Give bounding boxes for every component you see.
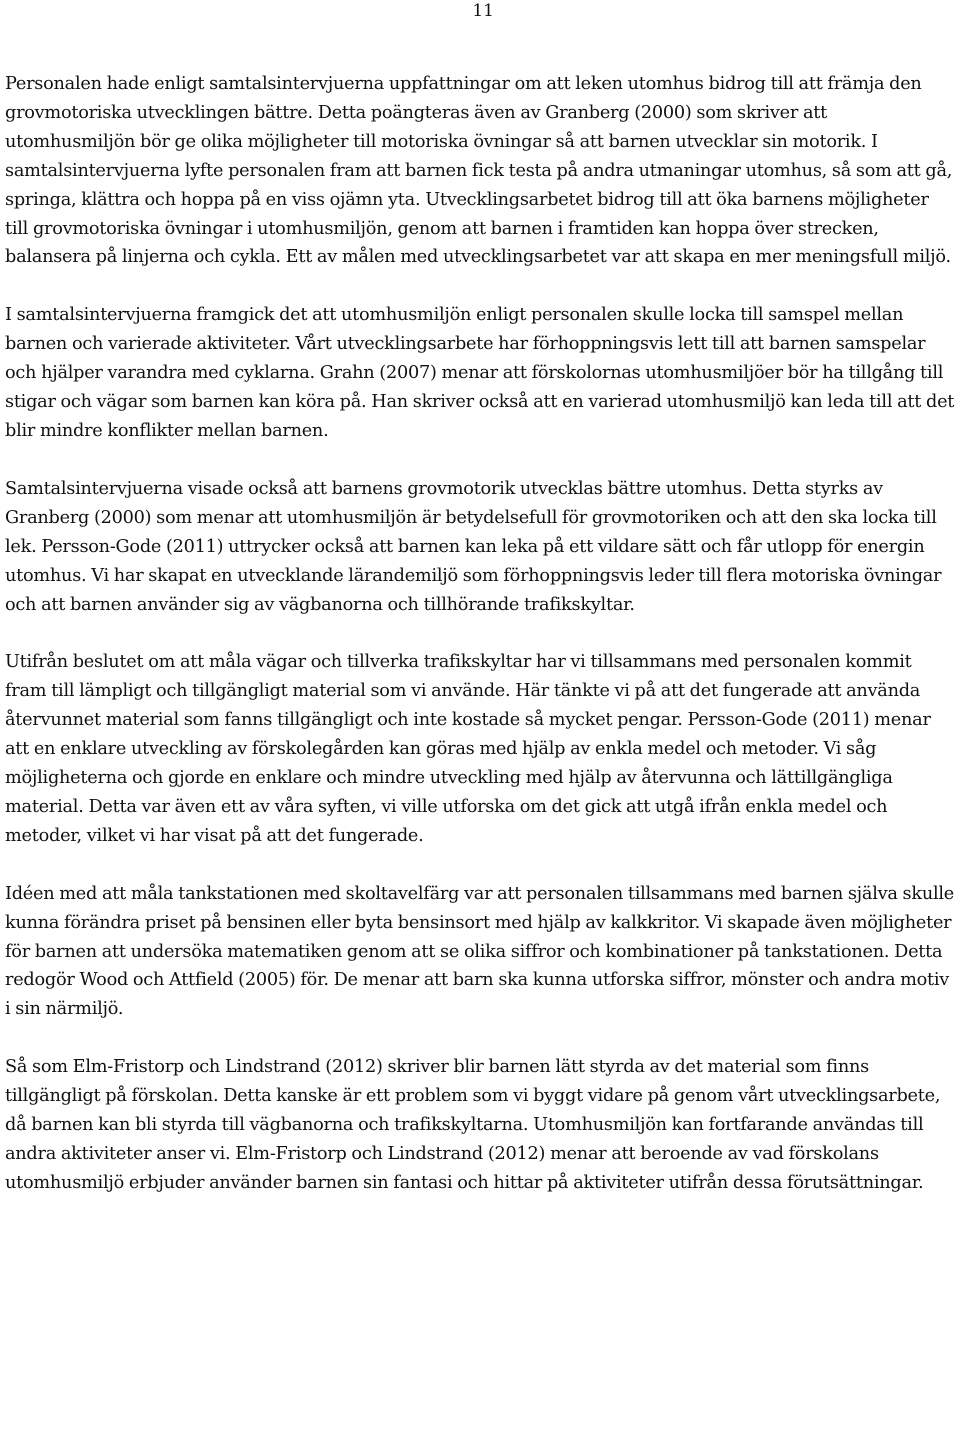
paragraph-5: Idéen med att måla tankstationen med skoltavelfärg var att personalen tillsammans med barnen själva skulle kunna förändra priset på bensinen eller byta bensinsort med hjälp av kalkkritor. Vi skapade även möjligheter för barnen att undersöka matematiken genom att se olika siffror och kombinationer på tankstationen. Detta redogör Wood och Attfield (2005) för. De menar att barn ska kunna utforska siffror, mönster och andra motiv i sin närmiljö. — [5, 883, 954, 1020]
paragraph-2: I samtalsintervjuerna framgick det att utomhusmiljön enligt personalen skulle locka till samspel mellan barnen och varierade aktiviteter. Vårt utvecklingsarbete har förhoppningsvis lett till att barnen samspelar och hjälper varandra med cyklarna. Grahn (2007) menar att förskolornas utomhusmiljöer bör ha tillgång till stigar och vägar som barnen kan köra på. Han skriver också att en varierad utomhusmiljö kan leda till att det blir mindre konflikter mellan barnen. — [5, 305, 955, 441]
paragraph-4: Utifrån beslutet om att måla vägar och tillverka trafikskyltar har vi tillsammans med personalen kommit fram till lämpligt och tillgängligt material som vi använde. Här tänkte vi på att det fungerade att använda återvunnet material som fanns tillgängligt och inte kostade så mycket pengar. Persson-Gode (2011) menar att en enklare utveckling av förskolegården kan göras med hjälp av enkla medel och metoder. Vi såg möjligheterna och gjorde en enklare och mindre utveckling med hjälp av återvunna och lättillgängliga material. Detta var även ett av våra syften, vi ville utforska om det gick att utgå ifrån enkla medel och metoder, vilket vi har visat på att det fungerade. — [5, 652, 931, 846]
paragraph-6: Så som Elm-Fristorp och Lindstrand (2012) skriver blir barnen lätt styrda av det material som finns tillgängligt på förskolan. Detta kanske är ett problem som vi byggt vidare på genom vårt utvecklingsarbete, då barnen kan bli styrda till vägbanorna och trafikskyltarna. Utomhusmiljön kan fortfarande användas till andra aktiviteter anser vi. Elm-Fristorp och Lindstrand (2012) menar att beroende av vad förskolans utomhusmiljö erbjuder använder barnen sin fantasi och hittar på aktiviteter utifrån dessa förutsättningar. — [5, 1057, 941, 1193]
body-text — [5, 70, 956, 1198]
paragraph-3: Samtalsintervjuerna visade också att barnens grovmotorik utvecklas bättre utomhus. Detta styrks av Granberg (2000) som menar att utomhusmiljön är betydelsefull för grovmotoriken och att den ska locka till lek. Persson-Gode (2011) uttrycker också att barnen kan leka på ett vildare sätt och får utlopp för energin utomhus. Vi har skapat en utvecklande lärandemiljö som förhoppningsvis leder till flera motoriska övningar och att barnen använder sig av vägbanorna och tillhörande trafikskyltar. — [5, 478, 942, 615]
paragraph-1: Personalen hade enligt samtalsintervjuerna uppfattningar om att leken utomhus bidrog till att främja den grovmotoriska utvecklingen bättre. Detta poängteras även av Granberg (2000) som skriver att utomhusmiljön bör ge olika möjligheter till motoriska övningar så att barnen utvecklar sin motorik. I samtalsintervjuerna lyfte personalen fram att barnen fick testa på andra utmaningar utomhus, så som att gå, springa, klättra och hoppa på en viss ojämn yta. Utvecklingsarbetet bidrog till att öka barnens möjligheter till grovmotoriska övningar i utomhusmiljön, genom att barnen i framtiden kan hoppa över strecken, balansera på linjerna och cykla. Ett av målen med utvecklingsarbetet var att skapa en mer meningsfull miljö. — [5, 74, 953, 268]
page-number: 11 — [472, 1, 494, 21]
